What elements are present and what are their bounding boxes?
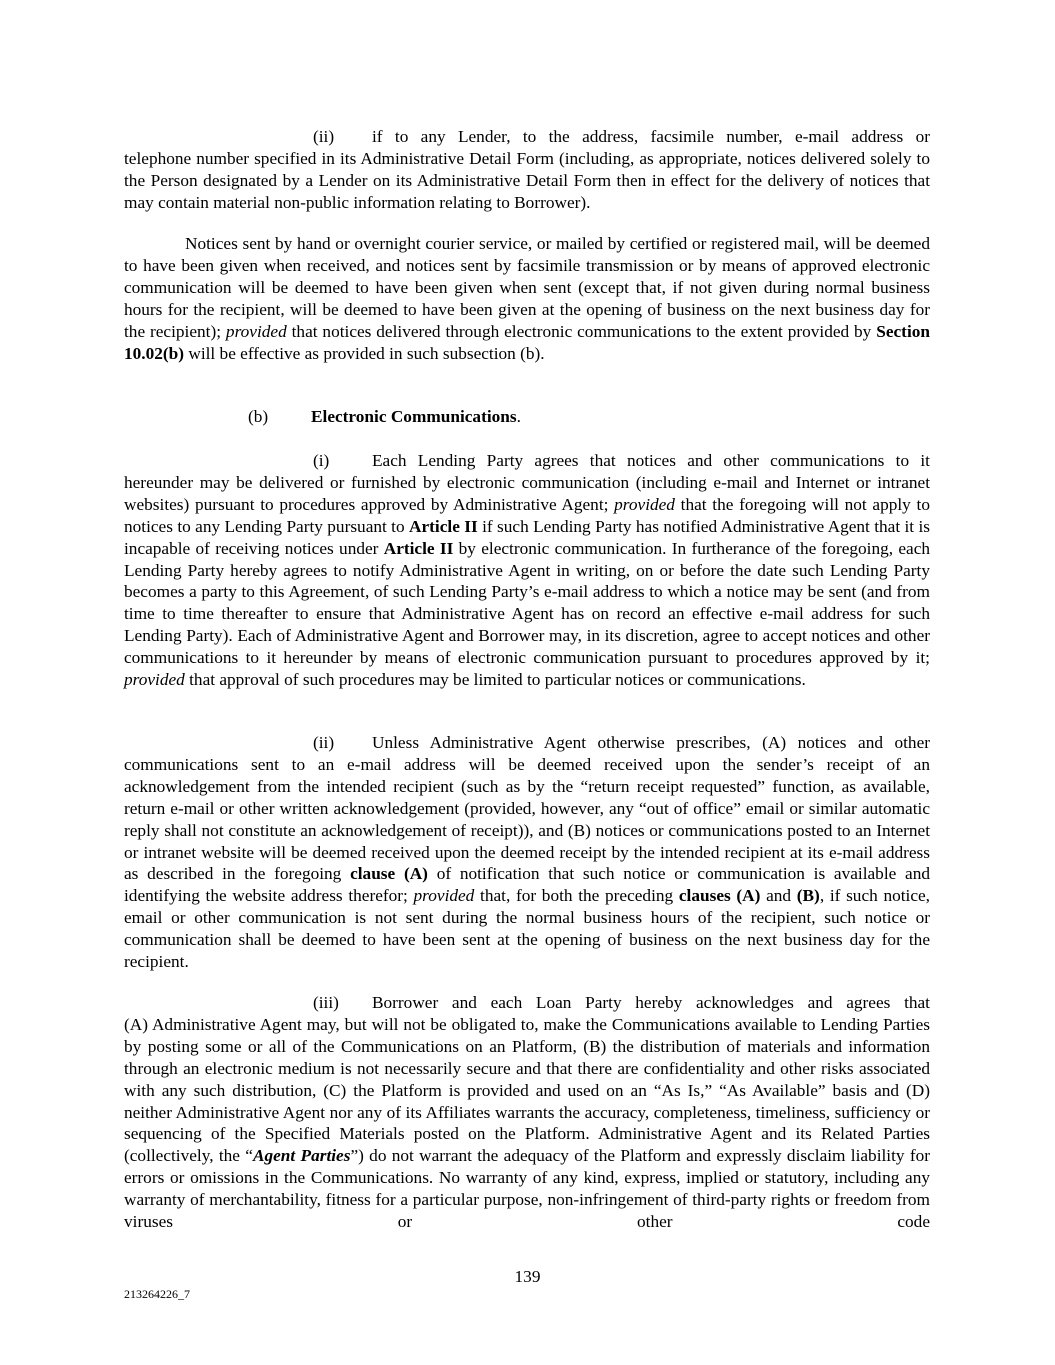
document-id: 213264226_7 bbox=[124, 1287, 190, 1301]
clause-text: of notification that such notice or communication is available and identifying the website address therefor; bbox=[124, 864, 930, 906]
provided-italic: provided bbox=[413, 886, 475, 906]
clause-number: (iii) bbox=[313, 993, 339, 1012]
clause-text: ”) do not warrant the adequacy of the Platform and expressly disclaim liability for errors or omissions in the Communications. No warranty of any kind, express, implied or statutory, including any warranty of merchantability, fitness for a particular purpose, non-infringement of third-party rights or freedom from viruses or other code bbox=[124, 1146, 930, 1232]
article-reference: Article II bbox=[383, 538, 454, 558]
clause-text: Each Lending Party agrees that notices and other communications to it bbox=[372, 451, 930, 470]
clause-text: that the foregoing will not apply to notices to any Lending Party pursuant to bbox=[124, 494, 930, 536]
clause-text: by electronic communication. In furtherance of the foregoing, each Lending Party hereby agrees to notify Administrative Agent in writing, on or before the date such Lending Party becomes a party to this Agreement, of such Lending Party’s e-mail address to which a notice may be sent (and from time to time thereafter to ensure that Administrative Agent has on record an effective e-mail address for such Lending Party). Each of Administrative Agent and Borrower may, in its discretion, agree to accept notices and other communications to it hereunder by means of electronic communication pursuant to procedures approved by it; bbox=[124, 538, 931, 668]
provided-italic: provided bbox=[124, 670, 185, 690]
clause-ii-body bbox=[124, 754, 930, 973]
section-heading bbox=[248, 406, 521, 428]
clause-number: (i) bbox=[313, 451, 330, 470]
notices-text: will be effective as provided in such subsection (b). bbox=[188, 343, 545, 363]
article-reference: Article II bbox=[409, 516, 478, 536]
clause-text-rest: telephone number specified in its Administrative Detail Form (including, as appropriate, notices delivered solely to the Person designated by a Lender on its Administrative Detail Form then in effect for the delivery of notices that may contain material non-public information relating to Borrower). bbox=[124, 148, 930, 212]
clause-text: that approval of such procedures may be limited to particular notices or communications. bbox=[189, 670, 806, 690]
clause-text: and bbox=[766, 886, 792, 906]
section-reference: Section 10.02(b) bbox=[124, 321, 930, 363]
clause-text: hereunder may be delivered or furnished by electronic communication (including e-mail and Internet or intranet websites) pursuant to procedures approved by Administrative Agent; bbox=[124, 472, 930, 514]
clause-iii-body bbox=[124, 1014, 930, 1233]
clause-text: if such Lending Party has notified Administrative Agent that it is incapable of receiving notices under bbox=[124, 516, 931, 558]
clause-iii-platform bbox=[124, 992, 930, 1233]
clause-text: Borrower and each Loan Party hereby acknowledges and agrees that bbox=[372, 993, 930, 1012]
clause-text: communications sent to an e-mail address will be deemed received upon the sender’s receipt of an acknowledgement from the intended recipient (such as by the “return receipt requested” function, as available, return e-mail or other written acknowledgement (provided, however, any “out of office” email or similar automatic reply shall not constitute an acknowledgement of receipt)), and (B) notices or communications posted to an Internet or intranet website will be deemed received upon the deemed receipt by the intended recipient at its e-mail address as described in the foregoing bbox=[124, 754, 930, 884]
provided-italic: provided bbox=[614, 494, 675, 514]
notices-text: that notices delivered through electronic communications to the extent provided by bbox=[291, 321, 872, 341]
provided-italic: provided bbox=[225, 321, 287, 341]
clause-number: (ii) bbox=[313, 733, 335, 752]
clause-reference: clauses (A) bbox=[678, 886, 761, 906]
clause-ii-first-line bbox=[124, 126, 930, 148]
clause-text: Unless Administrative Agent otherwise prescribes, (A) notices and other bbox=[372, 733, 930, 752]
defined-term: Agent Parties bbox=[252, 1146, 351, 1166]
clause-ii-lender bbox=[124, 126, 930, 214]
notices-text: Notices sent by hand or overnight courier service, or mailed by certified or registered mail, will be deemed to have been given when received, and notices sent by facsimile transmission or by means of approved electronic communication will be deemed to have been given when sent (except that, if not given during normal business hours for the recipient, will be deemed to have been given at the opening of business on the next business day for the recipient); bbox=[124, 234, 930, 341]
clause-text: if to any Lender, to the address, facsimile number, e-mail address or bbox=[372, 127, 930, 146]
clause-number: (ii) bbox=[313, 127, 335, 146]
clause-iii-first-line bbox=[124, 992, 930, 1014]
clause-i-electronic bbox=[124, 450, 930, 691]
page-number: 139 bbox=[514, 1267, 541, 1286]
clause-i-first-line bbox=[124, 450, 930, 472]
clause-reference: (B) bbox=[796, 886, 820, 906]
clause-i-body bbox=[124, 472, 930, 691]
clause-text: (A) Administrative Agent may, but will not be obligated to, make the Communications available to Lending Parties by posting some or all of the Communications on an Platform, (B) the distribution of materials and information through an electronic medium is not necessarily secure and that there are confidentiality and other risks associated with any such distribution, (C) the Platform is provided and used on an “As Is,” “As Available” basis and (D) neither Administrative Agent nor any of its Affiliates warrants the accuracy, completeness, timeliness, sufficiency or sequencing of the Specified Materials posted on the Platform. Administrative Agent and its Related Parties (collectively, the “ bbox=[124, 1014, 930, 1166]
heading-number: (b) bbox=[248, 407, 269, 426]
heading-period: . bbox=[516, 407, 521, 426]
heading-title: Electronic Communications bbox=[311, 407, 517, 426]
clause-text: that, for both the preceding bbox=[480, 886, 674, 906]
clause-ii-first-line bbox=[124, 732, 930, 754]
notices-paragraph bbox=[124, 233, 930, 364]
clause-ii-receipt bbox=[124, 732, 930, 973]
clause-reference: clause (A) bbox=[350, 864, 428, 884]
clause-text: , if such notice, email or other communication is not sent during the normal business hours of the recipient, such notice or communication shall be deemed to have been sent at the opening of business on the next business day for the recipient. bbox=[124, 886, 930, 972]
